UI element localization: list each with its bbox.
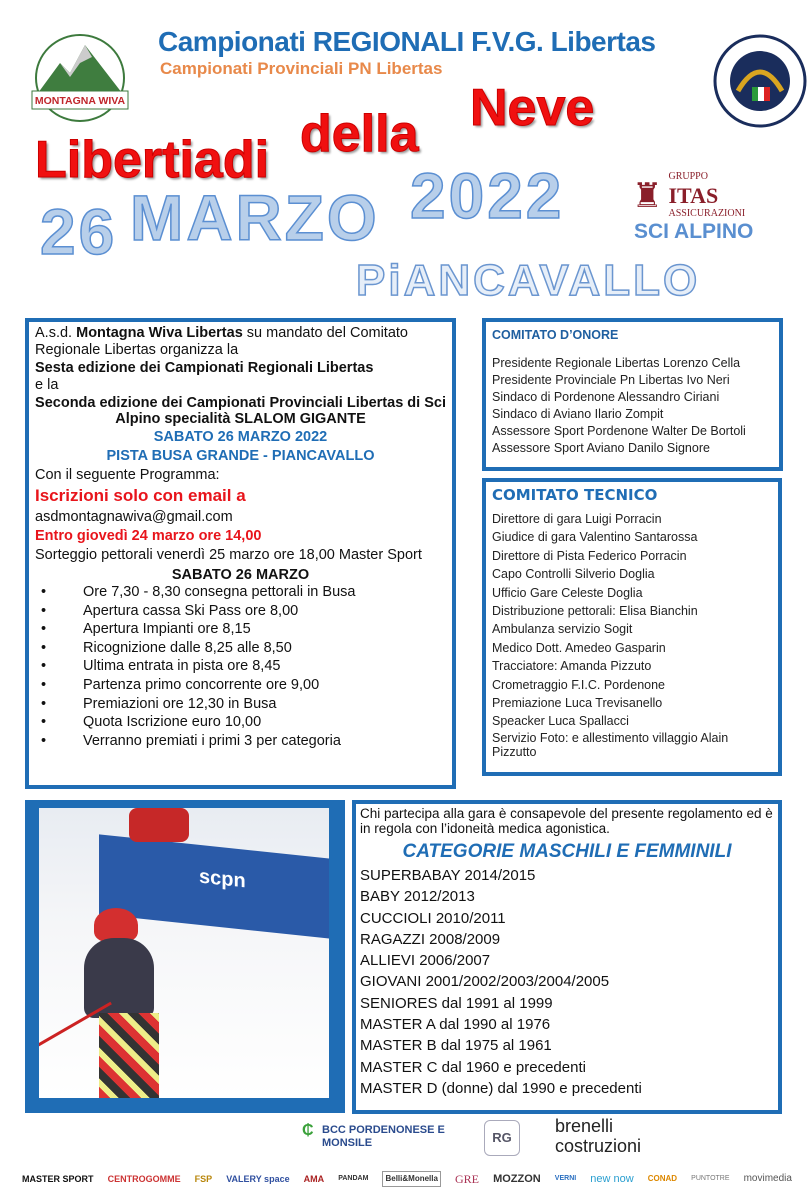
schedule-list <box>41 583 446 750</box>
sponsor-logo: MOZZON <box>493 1173 541 1185</box>
event-day: SABATO 26 MARZO 2022 <box>153 429 328 445</box>
comitato-tecnico-title: COMITATO TECNICO <box>492 486 658 504</box>
category-item: MASTER D (donne) dal 1990 e precedenti <box>360 1079 642 1097</box>
iscrizioni-label: Iscrizioni solo con email a <box>35 485 246 505</box>
onore-item: Sindaco di Pordenone Alessandro Ciriani <box>492 390 720 404</box>
event-date-word: MARZO <box>130 182 380 254</box>
schedule-item: • Ore 7,30 - 8,30 consegna pettorali in Busa <box>41 583 446 602</box>
tecnico-item: Tracciatore: Amanda Pizzuto <box>492 659 652 674</box>
schedule-item: • Ultima entrata in pista ore 8,45 <box>41 657 446 676</box>
discipline: SCI ALPINO <box>634 220 754 243</box>
sponsor-logo: GRE <box>455 1172 479 1186</box>
sponsor-logo: MASTER SPORT <box>22 1174 94 1184</box>
eagle-icon: ♜ <box>632 175 663 216</box>
schedule-item: • Verranno premiati i primi 3 per categoria <box>41 732 446 751</box>
event-title-word: Neve <box>470 79 595 137</box>
event-title-word: Libertiadi <box>35 131 270 189</box>
category-item: BABY 2012/2013 <box>360 888 475 906</box>
tecnico-item: Servizio Foto: e allestimento villaggio Alain Pizzutto <box>492 730 729 759</box>
onore-item: Assessore Sport Pordenone Walter De Bortoli <box>492 424 746 438</box>
deadline: Entro giovedì 24 marzo ore 14,00 <box>35 528 262 544</box>
category-item: CUCCIOLI 2010/2011 <box>360 909 506 927</box>
banner-text: scpn <box>199 865 246 893</box>
event-date-word: 2022 <box>410 160 565 232</box>
sponsor-bcc: ₵ BCC PORDENONESE E MONSILE <box>302 1122 445 1149</box>
sponsor-logo: FSP <box>194 1174 213 1184</box>
tecnico-item: Crometraggio F.I.C. Pordenone <box>492 677 666 692</box>
intro-p3: e la <box>35 376 59 393</box>
subtitle-provincial: Campionati Provinciali PN Libertas <box>160 59 443 78</box>
svg-text:MONTAGNA WIVA: MONTAGNA WIVA <box>34 95 126 107</box>
onore-item: Assessore Sport Aviano Danilo Signore <box>492 441 710 455</box>
category-item: MASTER A dal 1990 al 1976 <box>360 1016 551 1034</box>
event-date-word: 26 <box>40 196 118 268</box>
programma-label: Con il seguente Programma: <box>35 467 220 483</box>
tecnico-item: Direttore di gara Luigi Porracin <box>492 512 662 526</box>
category-item: MASTER C dal 1960 e precedenti <box>360 1058 586 1076</box>
location: PiANCAVALLO <box>356 256 701 305</box>
category-item: ALLIEVI 2006/2007 <box>360 952 491 970</box>
sponsor-logo: PUNTOTRE <box>691 1175 730 1182</box>
sponsor-logo: VALERY space <box>226 1174 290 1184</box>
category-item: GIOVANI 2001/2002/2003/2004/2005 <box>360 973 610 991</box>
sponsor-logo: Belli&Monella <box>382 1171 440 1187</box>
category-item: SENIORES dal 1991 al 1999 <box>360 994 553 1012</box>
sponsor-logo: AMA <box>303 1174 325 1184</box>
intro-p1: A.s.d. Montagna Wiva Libertas su mandato del Comitato Regionale Libertas organizza la <box>35 325 408 358</box>
sponsor-row <box>22 1164 792 1194</box>
categorie-title: CATEGORIE MASCHILI E FEMMINILI <box>402 841 732 862</box>
sponsor-rg: RG <box>484 1120 520 1156</box>
tecnico-item: Capo Controlli Silverio Doglia <box>492 567 655 582</box>
category-item: RAGAZZI 2008/2009 <box>360 930 501 948</box>
onore-item: Presidente Provinciale Pn Libertas Ivo Neri <box>492 373 730 387</box>
schedule-item: • Quota Iscrizione euro 10,00 <box>41 713 446 732</box>
schedule-item: • Ricognizione dalle 8,25 alle 8,50 <box>41 639 446 658</box>
sponsor-logo: CENTROGOMME <box>107 1174 181 1184</box>
schedule-item: • Premiazioni ore 12,30 in Busa <box>41 695 446 714</box>
onore-item: Presidente Regionale Libertas Lorenzo Cella <box>492 356 741 370</box>
info-box <box>25 318 456 789</box>
logo-montagna-wiva <box>30 33 130 123</box>
comitato-onore-title: COMITATO D’ONORE <box>492 328 619 342</box>
category-item: SUPERBABAY 2014/2015 <box>360 867 536 884</box>
logo-itas: ♜ GRUPPO ITAS ASSICURAZIONI <box>632 171 746 219</box>
email-link[interactable]: asdmontagnawiva@gmail.com <box>35 508 233 525</box>
categorie-box <box>352 800 782 1114</box>
schedule-item: • Apertura cassa Ski Pass ore 8,00 <box>41 602 446 621</box>
schedule-item: • Apertura Impianti ore 8,15 <box>41 620 446 639</box>
photo-frame <box>25 800 345 1113</box>
category-item: MASTER B dal 1975 al 1961 <box>360 1037 552 1055</box>
sponsor-logo: CONAD <box>647 1174 678 1183</box>
tecnico-item: Premiazione Luca Trevisanello <box>492 696 663 711</box>
onore-item: Sindaco di Aviano Ilario Zompit <box>492 407 664 421</box>
bcc-icon: ₵ <box>302 1122 314 1139</box>
tecnico-item: Giudice di gara Valentino Santarossa <box>492 530 698 545</box>
intro-p4: Seconda edizione dei Campionati Provinciali Libertas di Sci Alpino specialità SLALOM GIGANTE <box>35 395 446 427</box>
logo-libertas <box>712 33 808 129</box>
title-regional: Campionati REGIONALI F.V.G. Libertas <box>158 26 656 57</box>
schedule-item: • Partenza primo concorrente ore 9,00 <box>41 676 446 695</box>
tecnico-item: Ufficio Gare Celeste Doglia <box>492 585 643 600</box>
tecnico-item: Ambulanza servizio Sogit <box>492 622 633 637</box>
day-title: SABATO 26 MARZO <box>171 566 310 583</box>
sponsor-logo: new now <box>590 1173 634 1185</box>
intro-p2: Sesta edizione dei Campionati Regionali Libertas <box>35 360 374 376</box>
tecnico-item: Medico Dott. Amedeo Gasparin <box>492 640 666 655</box>
comitato-onore-box <box>482 318 783 471</box>
skier-photo <box>39 808 329 1098</box>
regolamento-note: Chi partecipa alla gara è consapevole del presente regolamento ed è in regola con l’idoneità medica agonistica. <box>360 806 773 836</box>
tecnico-item: Speacker Luca Spallacci <box>492 714 629 729</box>
comitato-tecnico-box <box>482 478 782 776</box>
sponsor-logo: movimedia <box>743 1173 792 1184</box>
sponsor-logo: PANDAM <box>338 1175 369 1182</box>
event-title-word: della <box>300 105 419 163</box>
sponsor-brenelli: brenelli costruzioni <box>555 1116 642 1156</box>
tecnico-item: Direttore di Pista Federico Porracin <box>492 548 687 563</box>
event-venue: PISTA BUSA GRANDE - PIANCAVALLO <box>106 447 375 464</box>
tecnico-item: Distribuzione pettorali: Elisa Bianchin <box>492 604 698 619</box>
sponsor-logo: VERNI <box>554 1175 577 1182</box>
sorteggio: Sorteggio pettorali venerdì 25 marzo ore 18,00 Master Sport <box>35 546 422 563</box>
